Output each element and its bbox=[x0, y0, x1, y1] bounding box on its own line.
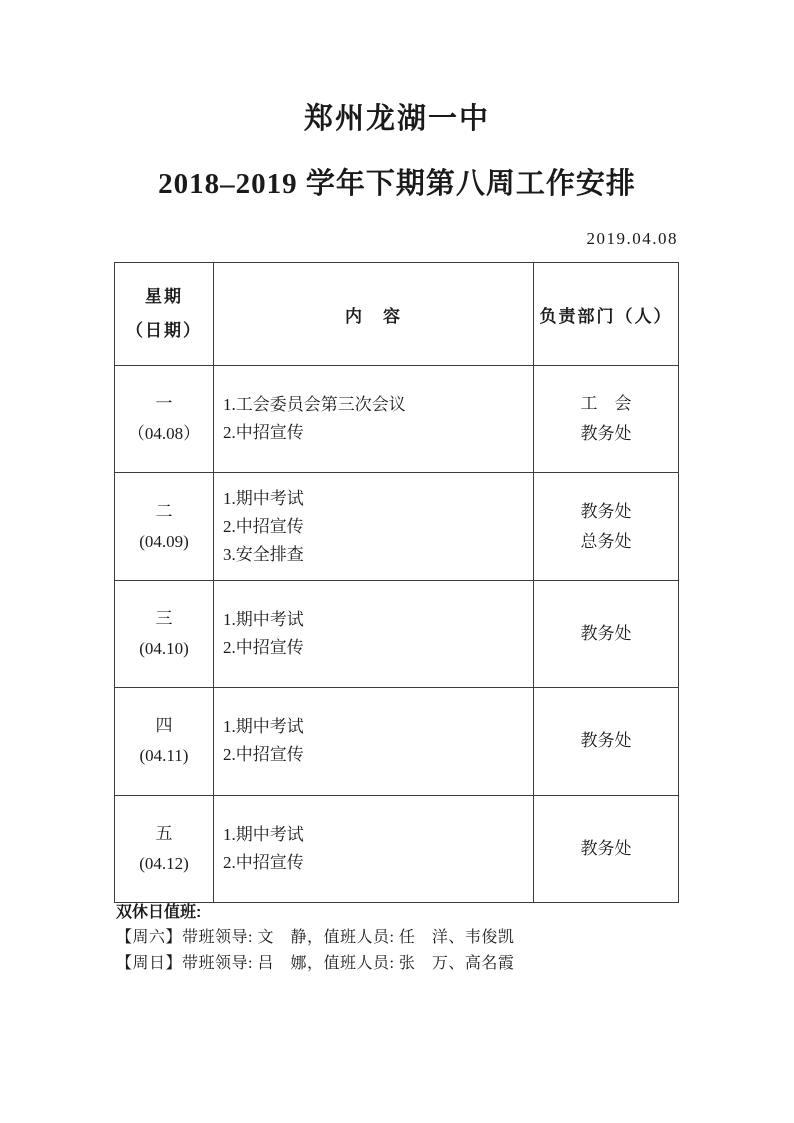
header-department-cell: 负责部门（人） bbox=[534, 263, 679, 366]
schedule-item: 3.安全排查 bbox=[223, 544, 304, 564]
schedule-item: 2.中招宣传 bbox=[223, 423, 304, 443]
header-content-cell: 内 容 bbox=[214, 263, 534, 366]
day-cell bbox=[115, 366, 214, 473]
duty-line-saturday: 【周六】带班领导: 文 静，值班人员: 任 洋、韦俊凯 bbox=[116, 929, 515, 946]
schedule-item: 2.中招宣传 bbox=[223, 745, 304, 765]
header-day-line2: （日期） bbox=[126, 321, 202, 340]
table-header-row bbox=[115, 263, 679, 366]
schedule-item: 1.期中考试 bbox=[223, 824, 304, 844]
duty-line-sunday: 【周日】带班领导: 吕 娜，值班人员: 张 万、高名霞 bbox=[116, 955, 515, 972]
schedule-item: 1.期中考试 bbox=[223, 717, 304, 737]
table-row bbox=[115, 366, 679, 473]
schedule-item: 2.中招宣传 bbox=[223, 637, 304, 657]
content-cell bbox=[214, 366, 534, 473]
day-date: (04.09) bbox=[139, 531, 189, 551]
content-cell bbox=[214, 688, 534, 795]
table-row bbox=[115, 688, 679, 795]
department-cell bbox=[534, 473, 679, 580]
schedule-item: 2.中招宣传 bbox=[223, 516, 304, 536]
department-label: 教务处 bbox=[580, 424, 632, 444]
day-date: (04.12) bbox=[139, 853, 189, 873]
table-row bbox=[115, 795, 679, 902]
department-label: 工 会 bbox=[580, 394, 632, 414]
department-label: 教务处 bbox=[580, 623, 632, 643]
header-day-line1: 星期 bbox=[145, 287, 183, 306]
day-cell bbox=[115, 795, 214, 902]
day-cell bbox=[115, 473, 214, 580]
day-date: （04.08） bbox=[127, 424, 201, 444]
day-label: 五 bbox=[155, 823, 173, 843]
day-date: (04.10) bbox=[139, 638, 189, 658]
schedule-item: 1.工会委员会第三次会议 bbox=[223, 395, 406, 415]
day-cell bbox=[115, 580, 214, 687]
schedule-item: 1.期中考试 bbox=[223, 609, 304, 629]
page-title: 郑州龙湖一中 bbox=[303, 103, 490, 135]
header-day-cell bbox=[115, 263, 214, 366]
content-cell bbox=[214, 795, 534, 902]
schedule-table bbox=[114, 262, 679, 903]
day-label: 一 bbox=[155, 394, 173, 414]
department-label: 教务处 bbox=[580, 731, 632, 751]
department-label: 教务处 bbox=[580, 501, 632, 521]
department-cell bbox=[534, 688, 679, 795]
day-label: 三 bbox=[155, 608, 173, 628]
department-cell bbox=[534, 795, 679, 902]
department-cell bbox=[534, 580, 679, 687]
document-date: 2019.04.08 bbox=[586, 229, 678, 248]
content-cell bbox=[214, 473, 534, 580]
weekend-duty-heading: 双休日值班: bbox=[116, 904, 202, 921]
day-label: 四 bbox=[155, 716, 173, 736]
day-cell bbox=[115, 688, 214, 795]
page-subtitle: 2018–2019 学年下期第八周工作安排 bbox=[158, 168, 636, 200]
department-label: 教务处 bbox=[580, 838, 632, 858]
table-row bbox=[115, 473, 679, 580]
schedule-item: 1.期中考试 bbox=[223, 488, 304, 508]
department-label: 总务处 bbox=[580, 531, 632, 551]
department-cell bbox=[534, 366, 679, 473]
content-cell bbox=[214, 580, 534, 687]
day-date: (04.11) bbox=[139, 746, 189, 766]
table-row bbox=[115, 580, 679, 687]
schedule-item: 2.中招宣传 bbox=[223, 852, 304, 872]
day-label: 二 bbox=[155, 501, 173, 521]
weekend-duty-section bbox=[116, 901, 514, 977]
